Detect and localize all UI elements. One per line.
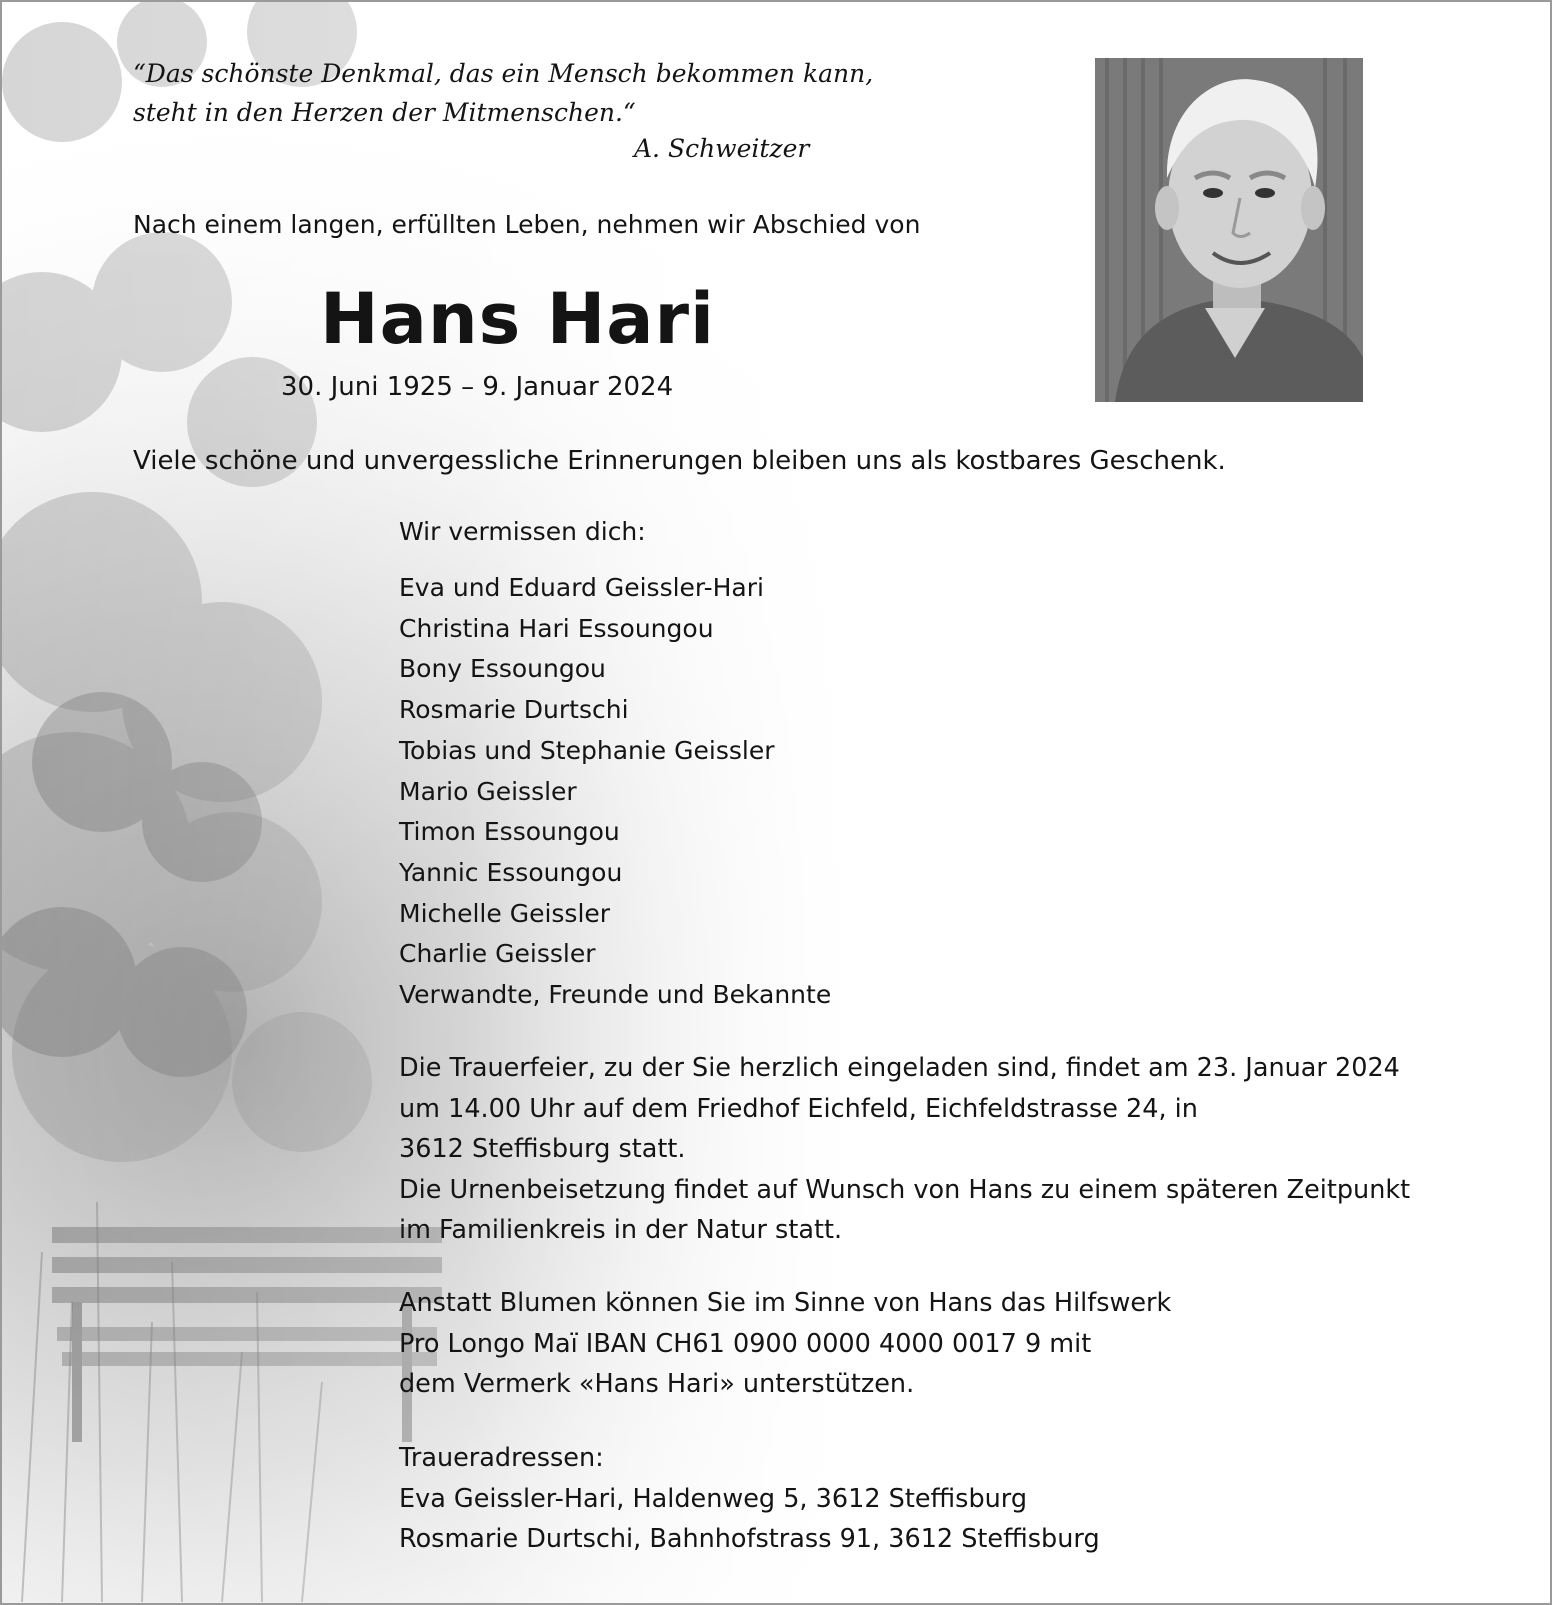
ceremony-line: Die Trauerfeier, zu der Sie herzlich eingeladen sind, findet am 23. Januar 2024 — [399, 1053, 1400, 1083]
list-item: Christina Hari Essoungou — [399, 613, 714, 643]
list-item: Yannic Essoungou — [399, 857, 623, 887]
intro-text: Nach einem langen, erfüllten Leben, nehmen wir Abschied von — [133, 210, 921, 239]
mourners-list — [399, 568, 831, 1016]
donation-line: dem Vermerk «Hans Hari» unterstützen. — [399, 1369, 915, 1399]
list-item: Mario Geissler — [399, 776, 577, 806]
quote-line: “Das schönste Denkmal, das ein Mensch bekommen kann, — [133, 59, 874, 88]
ceremony-info — [399, 1048, 1410, 1251]
list-item: Tobias und Stephanie Geissler — [399, 735, 775, 765]
mourning-addresses — [399, 1438, 1100, 1560]
quote-line: steht in den Herzen der Mitmenschen.“ — [133, 98, 636, 127]
quote-author: A. Schweitzer — [634, 134, 810, 163]
ceremony-line: um 14.00 Uhr auf dem Friedhof Eichfeld, Eichfeldstrasse 24, in — [399, 1093, 1198, 1124]
list-item: Rosmarie Durtschi — [399, 695, 629, 725]
portrait-photo-icon — [1095, 58, 1363, 402]
quote — [133, 54, 873, 132]
life-dates: 30. Juni 1925 – 9. Januar 2024 — [281, 372, 674, 402]
ceremony-line: Die Urnenbeisetzung findet auf Wunsch von Hans zu einem späteren Zeitpunkt — [399, 1174, 1411, 1205]
address-line: Rosmarie Durtschi, Bahnhofstrass 91, 3612 Steffisburg — [399, 1524, 1100, 1554]
memories-text: Viele schöne und unvergessliche Erinnerungen bleiben uns als kostbares Geschenk. — [133, 446, 1226, 476]
list-item: Timon Essoungou — [399, 817, 620, 847]
donation-line: Anstatt Blumen können Sie im Sinne von Hans das Hilfswerk — [399, 1288, 1172, 1318]
list-item: Bony Essoungou — [399, 654, 606, 684]
ceremony-line: im Familienkreis in der Natur statt. — [399, 1215, 843, 1245]
addresses-heading: Traueradressen: — [399, 1443, 604, 1473]
donation-info — [399, 1283, 1171, 1405]
miss-heading: Wir vermissen dich: — [399, 517, 646, 546]
ceremony-line: 3612 Steffisburg statt. — [399, 1134, 686, 1164]
address-line: Eva Geissler-Hari, Haldenweg 5, 3612 Steffisburg — [399, 1483, 1028, 1514]
list-item: Charlie Geissler — [399, 939, 596, 969]
donation-line: Pro Longo Maï IBAN CH61 0900 0000 4000 0017 9 mit — [399, 1328, 1092, 1359]
list-item: Verwandte, Freunde und Bekannte — [399, 980, 832, 1010]
list-item: Eva und Eduard Geissler-Hari — [399, 573, 764, 602]
list-item: Michelle Geissler — [399, 898, 611, 928]
deceased-name: Hans Hari — [320, 278, 716, 360]
